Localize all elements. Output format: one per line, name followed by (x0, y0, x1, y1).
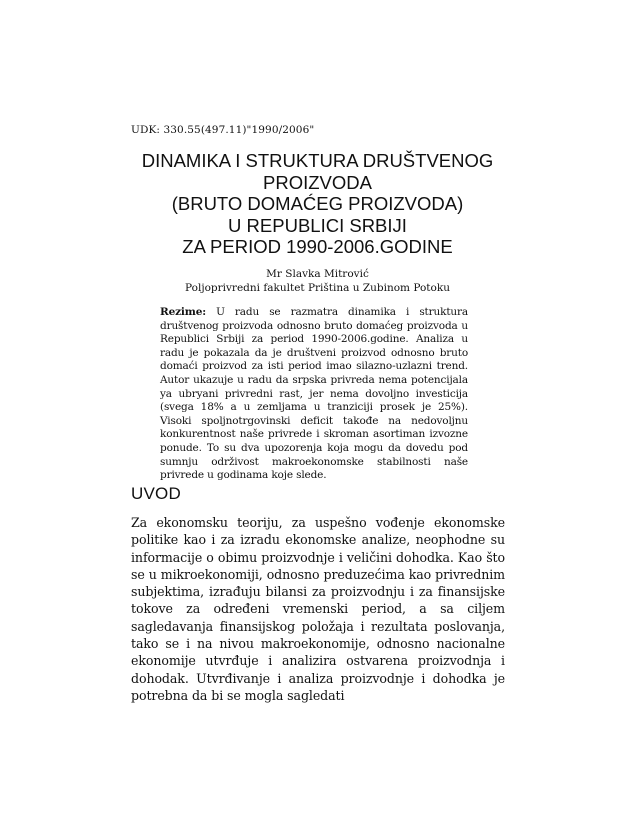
title-line: ZA PERIOD 1990-2006.GODINE (182, 236, 453, 257)
section-heading: UVOD (131, 484, 181, 503)
title-line: U REPUBLICI SRBIJI (228, 214, 407, 236)
abstract-label: Rezime: (160, 306, 206, 318)
abstract (160, 306, 468, 483)
author-affiliation: Poljoprivredni fakultet Priština u Zubinom Potoku (185, 281, 450, 294)
title-line: DINAMIKA I STRUKTURA DRUŠTVENOG (141, 150, 494, 171)
body-paragraph: Za ekonomsku teoriju, za uspešno vođenje ekonomske politike kao i za izradu ekonomske analize, neophodne su informacije o obimu proizvodnje i veličini dohodka. Kao što se u mikroekonomiji, odnosno preduzećima kao privrednim subjektima, izrađuju bilansi za proizvodnju i za finansijske tokove za određeni vremenski period, a sa ciljem sagledavanja finansijskog položaja i rezultata poslovanja, tako se i na nivou makroekonomije, odnosno nacionalne ekonomije utvrđuje i analizira ostvarena proizvodnja i dohodak. Utvrđivanje i analiza proizvodnje i dohodka je potrebna da bi se mogla sagledati (131, 515, 505, 703)
abstract-text: U radu se razmatra dinamika i struktura društvenog proizvoda odnosno bruto domaćeg proizvoda u Republici Srbiji za period 1990-2006.godine. Analiza u radu je pokazala da je društveni proizvod odnosno bruto domaći proizvod za isti period imao silazno-uzlazni trend. Autor ukazuje u radu da srpska privreda nema potencijala ya ubryani privredni rast, jer nema dovoljno investicija (svega 18% a u zemljama u tranziciji prosek je 25%). Visoki spoljnotrgovinski deficit takođe na nedovoljnu konkurentnost naše privrede i skroman asortiman izvozne ponude. To su dva upozorenja koja mogu da dovedu pod sumnju održivost makroekonomske stabilnosti naše privrede u godinama koje slede. (160, 306, 468, 482)
author-block (110, 268, 525, 295)
paper-title (110, 150, 525, 258)
title-line: PROIZVODA (263, 171, 372, 193)
author-name: Mr Slavka Mitrović (266, 268, 369, 280)
udk-classification: UDK: 330.55(497.11)"1990/2006" (131, 124, 315, 136)
title-line: (BRUTO DOMAĆEG PROIZVODA) (171, 193, 464, 214)
